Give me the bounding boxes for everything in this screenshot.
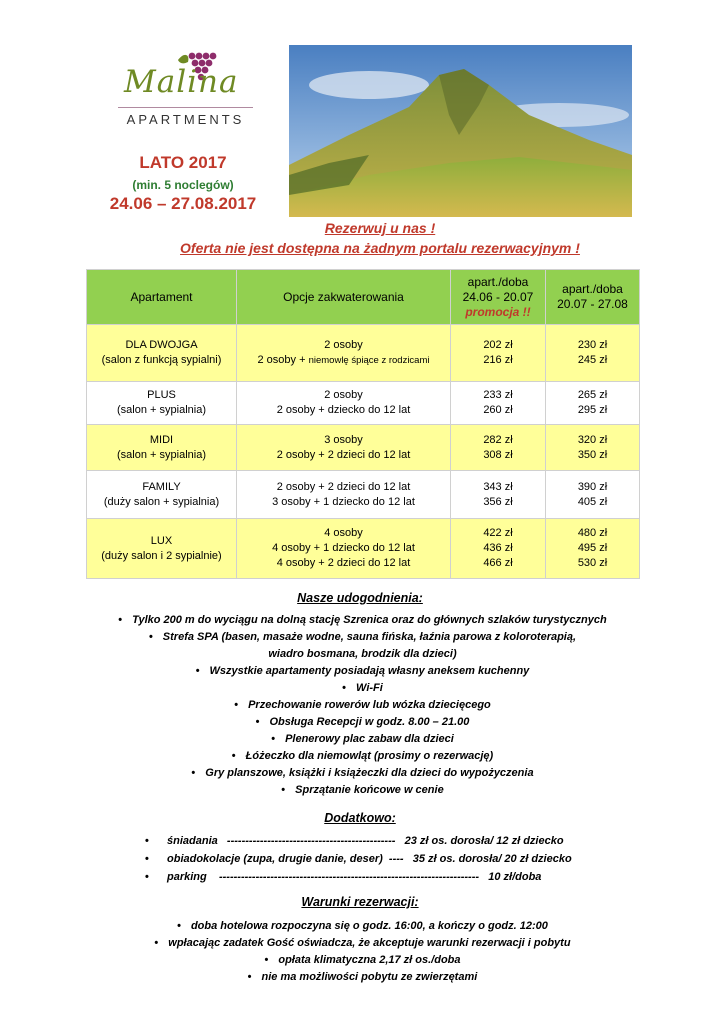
header-options: Opcje zakwaterowania [237, 270, 451, 325]
period1-price-cell: 282 zł 308 zł [451, 425, 546, 471]
list-item: • Wi-Fi [342, 682, 383, 694]
list-item: • Strefa SPA (basen, masaże wodne, sauna fińska, łaźnia parowa z koloroterapią, [148, 631, 577, 643]
period2-label: apart./doba [562, 282, 623, 296]
logo-script-text: Malina [124, 64, 239, 100]
options-cell: 2 osoby 2 osoby + dziecko do 12 lat [237, 382, 451, 425]
header-apartment: Apartament [87, 270, 237, 325]
options-cell: 2 osoby + 2 dzieci do 12 lat 3 osoby + 1 dziecko do 12 lat [237, 471, 451, 519]
amenities-title: Nasze udogodnienia: [297, 591, 423, 605]
price-table [86, 269, 640, 579]
exclusive-offer-text: Oferta nie jest dostępna na żadnym portalu rezerwacyjnym ! [180, 240, 580, 256]
terms-title: Warunki rezerwacji: [301, 895, 419, 909]
table-header-row [87, 270, 640, 325]
period2-price-cell: 265 zł 295 zł [546, 382, 640, 425]
apartment-cell: MIDI (salon + sypialnia) [87, 425, 237, 471]
list-item: • Gry planszowe, książki i książeczki dla dzieci do wypożyczenia [191, 767, 534, 779]
header-period1 [451, 270, 546, 325]
table-row [87, 325, 640, 382]
period1-price-cell: 202 zł 216 zł [451, 325, 546, 382]
period2-price-cell: 390 zł 405 zł [546, 471, 640, 519]
mountain-photo [289, 45, 632, 217]
malina-logo [118, 48, 253, 134]
extras-title: Dodatkowo: [324, 811, 396, 825]
period1-price-cell: 343 zł 356 zł [451, 471, 546, 519]
list-item: • Plenerowy plac zabaw dla dzieci [271, 733, 454, 745]
apartment-cell: PLUS (salon + sypialnia) [87, 382, 237, 425]
period1-label: apart./doba [467, 274, 529, 289]
table-row [87, 519, 640, 579]
list-item: • nie ma możliwości pobytu ze zwierzętami [247, 971, 478, 983]
list-item: • Łóżeczko dla niemowląt (prosimy o rezerwację) [231, 750, 494, 762]
period2-price-cell: 480 zł 495 zł 530 zł [546, 519, 640, 579]
amenities-list [90, 612, 635, 799]
list-item: • Obsługa Recepcji w godz. 8.00 – 21.00 [255, 716, 470, 728]
table-row [87, 471, 640, 519]
options-cell: 2 osoby 2 osoby + niemowlę śpiące z rodzicami [237, 325, 451, 382]
options-cell: 4 osoby 4 osoby + 1 dziecko do 12 lat 4 osoby + 2 dzieci do 12 lat [237, 519, 451, 579]
promo-badge: promocja !! [465, 304, 531, 319]
list-item: wiadro bosmana, brodzik dla dzieci) [268, 648, 457, 660]
season-dates: 24.06 – 27.08.2017 [109, 194, 257, 213]
period1-dates: 24.06 - 20.07 [462, 289, 534, 304]
logo-brand-text: APARTMENTS [126, 112, 245, 127]
list-item: • opłata klimatyczna 2,17 zł os./doba [264, 954, 461, 966]
apartment-cell: FAMILY (duży salon + sypialnia) [87, 471, 237, 519]
options-cell: 3 osoby 2 osoby + 2 dzieci do 12 lat [237, 425, 451, 471]
period1-price-cell: 233 zł 260 zł [451, 382, 546, 425]
logo-divider [118, 107, 253, 108]
list-item: • Sprzątanie końcowe w cenie [281, 784, 444, 796]
season-heading: LATO 2017 [139, 153, 227, 172]
period2-price-cell: 320 zł 350 zł [546, 425, 640, 471]
terms-list [90, 918, 635, 986]
period2-dates: 20.07 - 27.08 [557, 297, 628, 311]
list-item: • obiadokolacje (zupa, drugie danie, deser) ---- 35 zł os. dorosła/ 20 zł dziecko [145, 853, 572, 865]
book-with-us-text: Rezerwuj u nas ! [324, 220, 436, 236]
table-row [87, 425, 640, 471]
period1-price-cell: 422 zł 436 zł 466 zł [451, 519, 546, 579]
table-row [87, 382, 640, 425]
list-item: • wpłacając zadatek Gość oświadcza, że akceptuje warunki rezerwacji i pobytu [154, 937, 571, 949]
list-item: • parking ----------------------------------------------------------------------- 10 zł/doba [145, 871, 542, 883]
apartment-cell: LUX (duży salon i 2 sypialnie) [87, 519, 237, 579]
extras-list [145, 832, 605, 886]
list-item: • Przechowanie rowerów lub wózka dziecięcego [234, 699, 491, 711]
period2-price-cell: 230 zł 245 zł [546, 325, 640, 382]
apartment-cell: DLA DWOJGA (salon z funkcją sypialni) [87, 325, 237, 382]
minimum-nights-note: (min. 5 noclegów) [132, 178, 234, 192]
list-item: • Tylko 200 m do wyciągu na dolną stację Szrenica oraz do głównych szlaków turystycznych [118, 614, 607, 626]
list-item: • doba hotelowa rozpoczyna się o godz. 16:00, a kończy o godz. 12:00 [177, 920, 548, 932]
header-period2 [546, 270, 640, 325]
list-item: • Wszystkie apartamenty posiadają własny aneksem kuchenny [195, 665, 530, 677]
list-item: • śniadania ---------------------------------------------- 23 zł os. dorosła/ 12 zł dziecko [145, 835, 564, 847]
